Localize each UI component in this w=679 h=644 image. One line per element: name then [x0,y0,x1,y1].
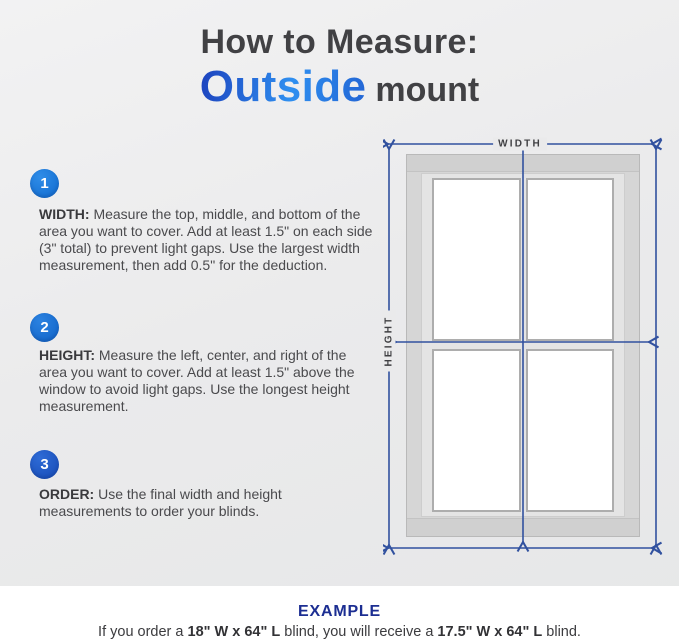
title-highlight: Outside [199,62,367,112]
title-line-2 [0,63,679,111]
example-segment-bold: 17.5" W x 64" L [437,624,543,640]
step-3-badge: 3 [30,450,59,479]
measurement-arrows [383,136,665,556]
width-label: WIDTH [493,138,547,151]
example-heading: EXAMPLE [298,603,381,620]
page-title [0,24,679,112]
example-section [0,586,679,644]
step-3-body: Use the final width and height measurements to order your blinds. [39,486,282,519]
step-2-text [39,347,375,415]
title-suffix: mount [375,71,480,110]
title-line-1: How to Measure: [200,23,479,61]
example-segment: If you order a [98,624,188,640]
step-1-badge: 1 [30,169,59,198]
step-2-badge: 2 [30,313,59,342]
example-segment: blind. [542,624,581,640]
example-text [0,624,679,640]
step-1-body: Measure the top, middle, and bottom of the area you want to cover. Add at least 1.5" on each side (3" total) to prevent light gaps. Use the largest width measurement, then add 0.5" for the deduction. [39,206,373,273]
step-2-body: Measure the left, center, and right of the area you want to cover. Add at least 1.5" above the window to avoid light gaps. Use the longest height measurement. [39,347,355,414]
step-2-label: HEIGHT: [39,347,95,363]
window-illustration [383,136,665,556]
step-1-label: WIDTH: [39,206,90,222]
height-label: HEIGHT [383,311,396,372]
example-segment-bold: 18" W x 64" L [187,624,281,640]
example-segment: blind, you will receive a [280,624,438,640]
step-3-label: ORDER: [39,486,95,502]
step-3-text [39,486,375,520]
step-1-text [39,206,375,274]
